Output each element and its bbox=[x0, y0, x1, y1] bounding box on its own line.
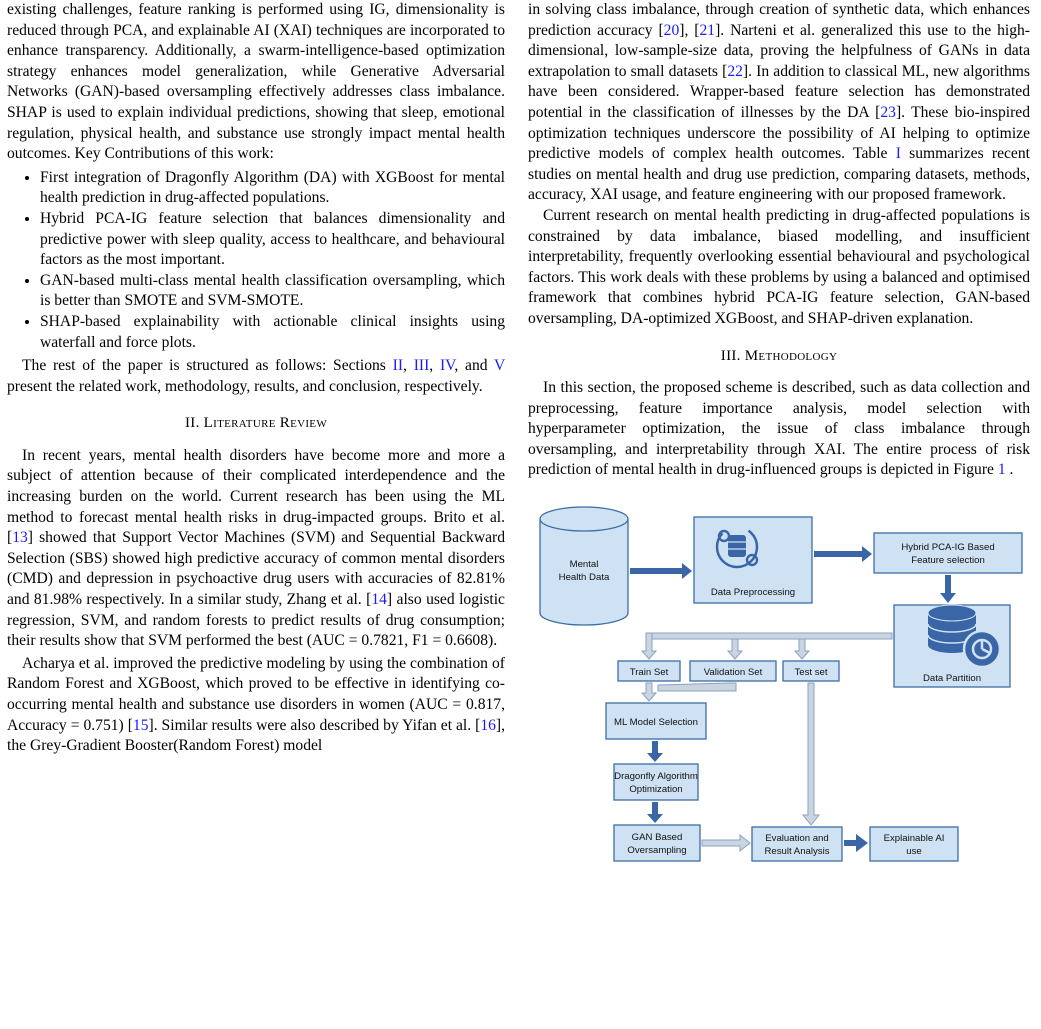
explainable-ai-label: Explainable AI bbox=[883, 833, 945, 845]
structure-paragraph bbox=[7, 356, 505, 397]
related-work-paragraph bbox=[528, 0, 1030, 206]
reference-link[interactable]: III bbox=[413, 357, 430, 375]
arrow-icon bbox=[728, 639, 742, 659]
arrow-icon bbox=[702, 835, 750, 851]
test-set-label: Test set bbox=[794, 667, 828, 679]
text-run: Current research on mental health predicting in drug-affected populations is constrained by data imbalance, biased modelling, and insufficient interpretability, frequently overlooking essential behavioural and psychological factors. This work deals with these problems by using a balanced and optimised framework that combines hybrid PCA-IG feature selection, GAN-based oversampling, DA-optimized XGBoost, and SHAP-driven explanation. bbox=[528, 206, 1030, 327]
evaluation-label: Evaluation and bbox=[765, 833, 829, 845]
text-run: ]. These bio-inspired optimization techniques underscore the possibility of AI helping to optimize predictive models of complex health outcomes. Table bbox=[528, 103, 1031, 163]
data-preprocessing-node bbox=[694, 517, 812, 603]
dragonfly-optimization-label: Optimization bbox=[629, 784, 683, 796]
arrow-icon bbox=[844, 834, 868, 852]
arrow-icon bbox=[642, 683, 656, 701]
evaluation-label: Result Analysis bbox=[764, 846, 830, 858]
text-run: ]. In addition to classical ML, new algorithms have been considered. Wrapper-based feature selection has demonstrated potential in the classification of illnesses by the DA [ bbox=[528, 62, 1030, 121]
gan-oversampling-label: Oversampling bbox=[627, 845, 687, 857]
text-run: summarizes recent studies on mental health and drug use prediction, comparing datasets, methods, accuracy, XAI usage, and feature engineering with our proposed framework. bbox=[528, 145, 1030, 204]
reference-link[interactable]: 20 bbox=[663, 21, 680, 39]
ml-model-selection-label: ML Model Selection bbox=[614, 717, 698, 729]
ml-model-selection-node bbox=[606, 703, 706, 739]
data-partition-label: Data Partition bbox=[922, 673, 982, 685]
text-run: existing challenges, feature ranking is performed using IG, dimensionality is reduced through PCA, and explainable AI (XAI) techniques are incorporated to enhance transparency. Additionally, a swarm-intelligence-based optimization strategy enhances model generalization, while Generative Adversarial Networks (GAN)-based oversampling effectively addresses class imbalance. SHAP is used to explain individual predictions, showing that sleep, emotional regulation, physical health, and substance use strongly impact mental health outcomes. Key Contributions of this work: bbox=[7, 1, 505, 163]
dragonfly-optimization-label: Dragonfly Algorithm bbox=[614, 771, 698, 783]
left-column bbox=[7, 0, 505, 757]
reference-link[interactable]: I bbox=[895, 145, 901, 163]
reference-link[interactable]: 13 bbox=[12, 529, 28, 547]
hybrid-feature-selection-node bbox=[874, 533, 1022, 573]
mental-health-data-label: Mental bbox=[569, 559, 599, 571]
contribution-item: • GAN-based multi-class mental health classification oversampling, which is better than SMOTE and SVM-SMOTE. bbox=[40, 271, 505, 312]
contributions-list bbox=[7, 168, 505, 353]
test-set-node bbox=[783, 661, 839, 681]
methodology-paragraph bbox=[528, 378, 1030, 481]
text-run: ], [ bbox=[679, 21, 700, 39]
reference-link[interactable]: IV bbox=[439, 357, 455, 375]
hybrid-feature-selection-label: Feature selection bbox=[911, 555, 985, 567]
train-set-node bbox=[618, 661, 680, 681]
reference-link[interactable]: V bbox=[494, 357, 506, 375]
text-run: in solving class imbalance, through creation of synthetic data, which enhances prediction accuracy [ bbox=[528, 1, 1030, 39]
text-run: In recent years, mental health disorders have become more and more a subject of attention because of their complicated interdependence and the increasing burden on the world. Current research has been using the ML method to forecast mental health risks in drug-impacted groups. Brito et al. [ bbox=[7, 446, 505, 547]
workflow-figure bbox=[534, 495, 1030, 941]
arrow-icon bbox=[647, 802, 663, 823]
text-run: ]. Similar results were also described by Yifan et al. [ bbox=[148, 716, 481, 734]
arrow-icon bbox=[795, 639, 809, 659]
arrow-icon bbox=[647, 741, 663, 762]
hybrid-feature-selection-label: Hybrid PCA-IG Based bbox=[901, 542, 995, 554]
text-run: In this section, the proposed scheme is described, such as data collection and preprocessing, feature importance analysis, model selection with hyperparameter optimization, the issue of class imbalance through oversampling, and interpretability through XAI. The entire process of risk prediction of mental health in drug-influenced groups is depicted in Figure bbox=[528, 379, 1030, 479]
reference-link[interactable]: 16 bbox=[480, 716, 496, 734]
reference-link[interactable]: 21 bbox=[699, 21, 716, 39]
validation-set-label: Validation Set bbox=[703, 667, 763, 679]
arrow-icon bbox=[803, 683, 819, 825]
branch-connector bbox=[658, 683, 736, 691]
reference-link[interactable]: 1 bbox=[997, 461, 1006, 479]
reference-link[interactable]: 15 bbox=[132, 716, 149, 734]
train-set-label: Train Set bbox=[629, 667, 669, 679]
text-run: , and bbox=[454, 357, 495, 375]
contribution-item: • First integration of Dragonfly Algorithm (DA) with XGBoost for mental health prediction in drug-affected populations. bbox=[40, 168, 505, 209]
text-run: ], the Grey-Gradient Booster(Random Forest) model bbox=[7, 716, 505, 755]
workflow-diagram bbox=[534, 495, 1030, 941]
branch-connector bbox=[649, 633, 892, 639]
data-preprocessing-label: Data Preprocessing bbox=[710, 587, 796, 599]
literature-paragraph-1 bbox=[7, 446, 505, 652]
text-run: ]. Narteni et al. generalized this use to the high-dimensional, low-sample-size data, proving the helpfulness of GANs in data extrapolation to small datasets [ bbox=[528, 21, 1030, 80]
gan-oversampling-label: GAN Based bbox=[631, 832, 683, 844]
text-run: , bbox=[403, 357, 414, 375]
contribution-item: • SHAP-based explainability with actionable clinical insights using waterfall and force plots. bbox=[40, 312, 505, 353]
arrow-icon bbox=[814, 546, 872, 562]
explainable-ai-node bbox=[870, 827, 958, 861]
dragonfly-optimization-node bbox=[614, 764, 698, 800]
text-run: present the related work, methodology, results, and conclusion, respectively. bbox=[7, 377, 483, 395]
text-run: . bbox=[1005, 461, 1014, 479]
research-gap-paragraph bbox=[528, 206, 1030, 330]
evaluation-node bbox=[752, 827, 842, 861]
text-run: ] also used logistic regression, SVM, and random forests to predict results of drug consumption; their results show that SVM performed the best (AUC = 0.7821, F1 = 0.6608). bbox=[7, 591, 505, 650]
reference-link[interactable]: 14 bbox=[371, 591, 387, 609]
text-run: Acharya et al. improved the predictive modeling by using the combination of Random Forest and XGBoost, which proved to be effective in identifying co-occurring mental health and substance use disorders in women (AUC = 0.817, Accuracy = 0.751) [ bbox=[7, 654, 505, 734]
text-run: , bbox=[429, 357, 440, 375]
reference-link[interactable]: 23 bbox=[880, 103, 896, 121]
mental-health-data-label: Health Data bbox=[558, 572, 610, 584]
arrow-icon bbox=[630, 563, 692, 579]
reference-link[interactable]: II bbox=[392, 357, 404, 375]
literature-paragraph-2 bbox=[7, 654, 505, 757]
arrow-icon bbox=[940, 575, 956, 603]
text-run: ] showed that Support Vector Machines (SVM) and Sequential Backward Selection (SBS) showed high predictive accuracy of common mental disorders (CMD) and depression in psychoactive drug users with accuracies of 82.81% and 81.98% respectively. In a similar study, Zhang et al. [ bbox=[7, 529, 505, 609]
data-partition-node bbox=[894, 605, 1010, 687]
validation-set-node bbox=[690, 661, 776, 681]
mental-health-data-node bbox=[540, 507, 628, 625]
explainable-ai-label: use bbox=[906, 846, 922, 858]
text-run: The rest of the paper is structured as follows: Sections bbox=[22, 357, 393, 375]
reference-link[interactable]: 22 bbox=[727, 62, 743, 80]
contribution-item: • Hybrid PCA-IG feature selection that balances dimensionality and predictive power with sleep quality, access to healthcare, and behavioural factors as the most important. bbox=[40, 209, 505, 271]
gan-oversampling-node bbox=[614, 825, 700, 861]
right-column bbox=[528, 0, 1030, 941]
section-heading-literature-review: II. Literature Review bbox=[184, 415, 328, 432]
intro-paragraph bbox=[7, 0, 505, 165]
section-heading-methodology: III. Methodology bbox=[720, 347, 838, 364]
